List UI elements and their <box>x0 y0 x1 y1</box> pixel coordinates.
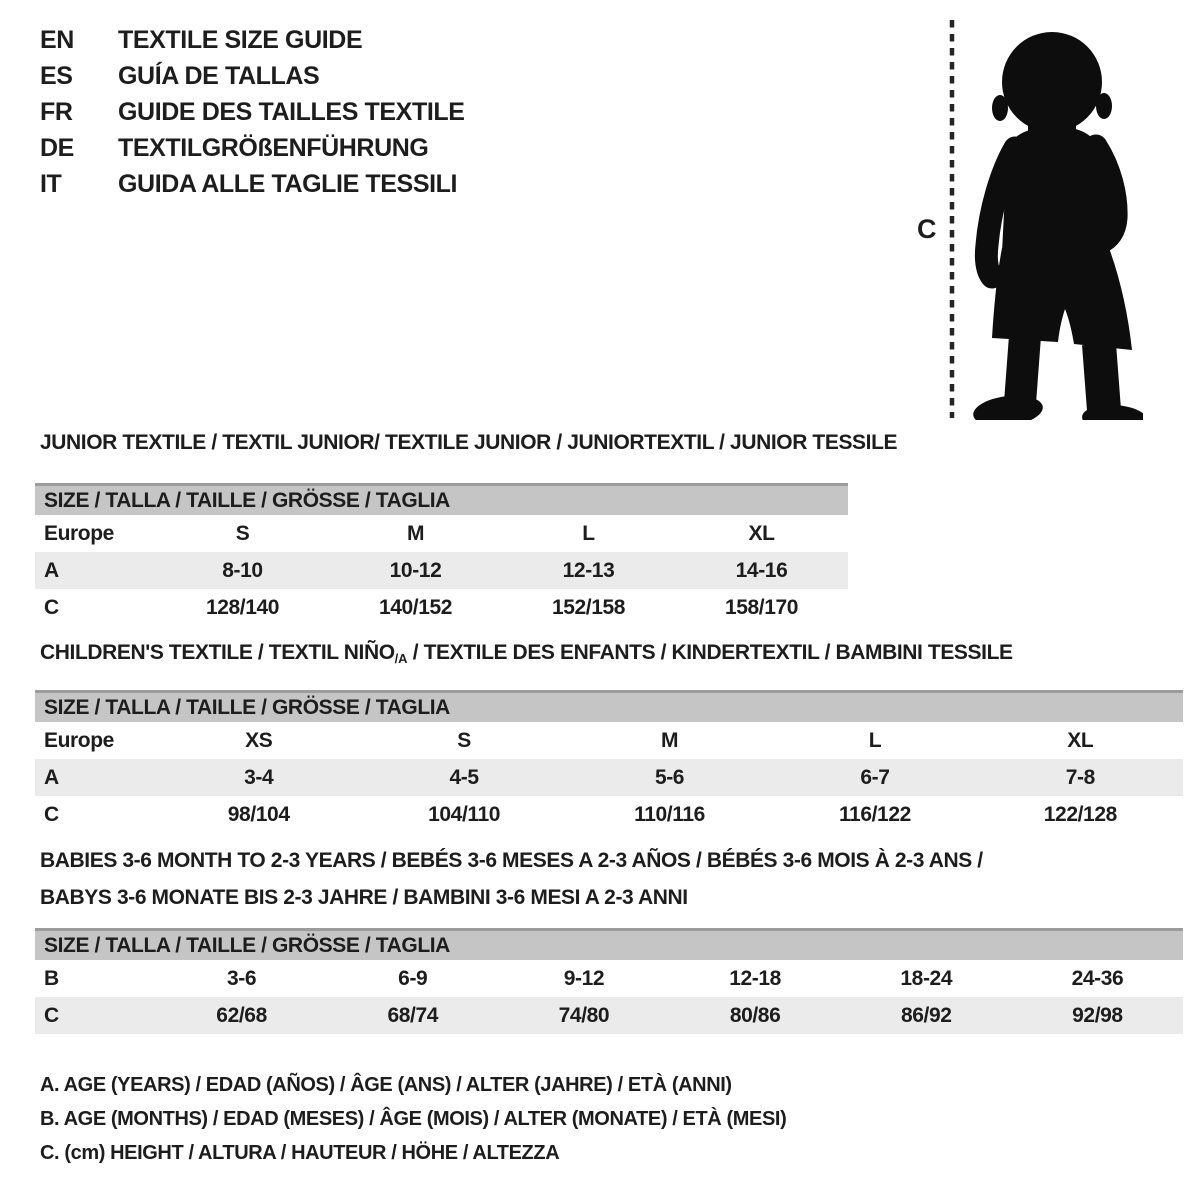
height-measure-label: C <box>917 214 937 244</box>
babies-title-line1: BABIES 3-6 MONTH TO 2-3 YEARS / BEBÉS 3-6 MESES A 2-3 AÑOS / BÉBÉS 3-6 MOIS À 2-3 ANS / <box>40 849 983 872</box>
language-code: DE <box>40 134 74 162</box>
children-table-title <box>40 640 1013 672</box>
size-value: L <box>582 521 595 545</box>
row-label: A <box>44 765 59 789</box>
language-row <box>40 166 465 202</box>
height-value: 74/80 <box>558 1003 610 1027</box>
months-value: 3-6 <box>227 966 257 990</box>
size-header-bar: SIZE / TALLA / TAILLE / GRÖSSE / TAGLIA <box>35 483 848 515</box>
age-value: 10-12 <box>389 558 442 582</box>
months-value: 9-12 <box>563 966 605 990</box>
table-row-age <box>35 552 848 589</box>
size-value: M <box>660 728 679 752</box>
height-value: 110/116 <box>634 802 705 826</box>
language-code: IT <box>40 170 62 198</box>
height-value: 158/170 <box>724 595 799 619</box>
size-header-bar: SIZE / TALLA / TAILLE / GRÖSSE / TAGLIA <box>35 690 1183 722</box>
age-value: 4-5 <box>449 765 479 789</box>
height-value: 62/68 <box>216 1003 267 1027</box>
guide-title: TEXTILGRÖßENFÜHRUNG <box>118 134 429 162</box>
size-value: XS <box>245 728 273 752</box>
language-code: ES <box>40 62 73 90</box>
children-title-sub: /A <box>394 651 408 666</box>
row-label: Europe <box>44 521 114 545</box>
language-code: EN <box>40 26 74 54</box>
table-row-height <box>35 997 1183 1034</box>
height-value: 68/74 <box>387 1003 439 1027</box>
age-value: 5-6 <box>654 765 685 789</box>
height-value: 86/92 <box>900 1003 952 1027</box>
language-row <box>40 130 465 166</box>
height-value: 92/98 <box>1072 1003 1123 1027</box>
language-row <box>40 94 465 130</box>
age-value: 12-13 <box>562 558 615 582</box>
toddler-silhouette-icon <box>961 20 1143 420</box>
height-value: 80/86 <box>729 1003 781 1027</box>
language-code: FR <box>40 98 73 126</box>
height-value: 128/140 <box>205 595 280 619</box>
height-measure-figure <box>903 18 1155 422</box>
months-value: 12-18 <box>729 966 781 990</box>
row-label: B <box>44 966 59 990</box>
height-value: 98/104 <box>227 802 290 826</box>
age-value: 14-16 <box>735 558 788 582</box>
row-label: C <box>44 595 59 619</box>
table-row-height <box>35 796 1183 833</box>
measurement-legend <box>40 1068 786 1170</box>
age-value: 7-8 <box>1065 765 1095 789</box>
size-header-bar: SIZE / TALLA / TAILLE / GRÖSSE / TAGLIA <box>35 928 1183 960</box>
guide-title: GUIDA ALLE TAGLIE TESSILI <box>118 170 458 198</box>
months-value: 6-9 <box>398 966 428 990</box>
row-label: C <box>44 1003 59 1027</box>
legend-line-a: A. AGE (YEARS) / EDAD (AÑOS) / ÂGE (ANS) / ALTER (JAHRE) / ETÀ (ANNI) <box>40 1074 732 1096</box>
children-size-table <box>35 690 1183 833</box>
size-value: XL <box>748 521 775 545</box>
language-row <box>40 58 465 94</box>
age-value: 6-7 <box>860 765 890 789</box>
row-label: Europe <box>44 728 114 752</box>
months-value: 18-24 <box>900 966 953 990</box>
height-value: 104/110 <box>428 802 501 826</box>
language-row <box>40 22 465 58</box>
height-value: 116/122 <box>838 802 911 826</box>
children-title-suffix: / TEXTILE DES ENFANTS / KINDERTEXTIL / BAMBINI TESSILE <box>407 641 1013 664</box>
height-value: 122/128 <box>1043 802 1117 826</box>
months-value: 24-36 <box>1071 966 1124 990</box>
height-value: 140/152 <box>378 595 453 619</box>
junior-size-table <box>35 483 848 626</box>
size-value: L <box>868 728 882 752</box>
guide-title: GUIDE DES TAILLES TEXTILE <box>118 98 465 126</box>
row-label: A <box>44 558 59 582</box>
age-value: 8-10 <box>222 558 263 582</box>
table-row-height <box>35 589 848 626</box>
legend-line-c: C. (cm) HEIGHT / ALTURA / HAUTEUR / HÖHE / ALTEZZA <box>40 1142 560 1164</box>
babies-title-line2: BABYS 3-6 MONATE BIS 2-3 JAHRE / BAMBINI 3-6 MESI A 2-3 ANNI <box>40 886 688 909</box>
children-title-prefix: CHILDREN'S TEXTILE / TEXTIL NIÑO <box>40 641 395 664</box>
size-value: S <box>457 728 471 752</box>
height-value: 152/158 <box>551 595 626 619</box>
size-value: S <box>235 521 250 545</box>
size-value: XL <box>1067 728 1094 752</box>
guide-title: TEXTILE SIZE GUIDE <box>118 26 363 54</box>
size-value: M <box>406 521 425 545</box>
row-label: C <box>44 802 59 826</box>
table-row-europe <box>35 722 1183 759</box>
babies-table-title <box>40 842 983 916</box>
table-row-age <box>35 759 1183 796</box>
table-row-months <box>35 960 1183 997</box>
height-dashed-line-icon <box>948 18 956 420</box>
guide-title: GUÍA DE TALLAS <box>118 62 320 90</box>
language-title-block <box>40 22 465 202</box>
age-value: 3-4 <box>244 765 274 789</box>
legend-line-b: B. AGE (MONTHS) / EDAD (MESES) / ÂGE (MOIS) / ALTER (MONATE) / ETÀ (MESI) <box>40 1108 787 1130</box>
babies-size-table <box>35 928 1183 1034</box>
junior-table-title: JUNIOR TEXTILE / TEXTIL JUNIOR/ TEXTILE JUNIOR / JUNIORTEXTIL / JUNIOR TESSILE <box>40 431 898 454</box>
table-row-europe <box>35 515 848 552</box>
